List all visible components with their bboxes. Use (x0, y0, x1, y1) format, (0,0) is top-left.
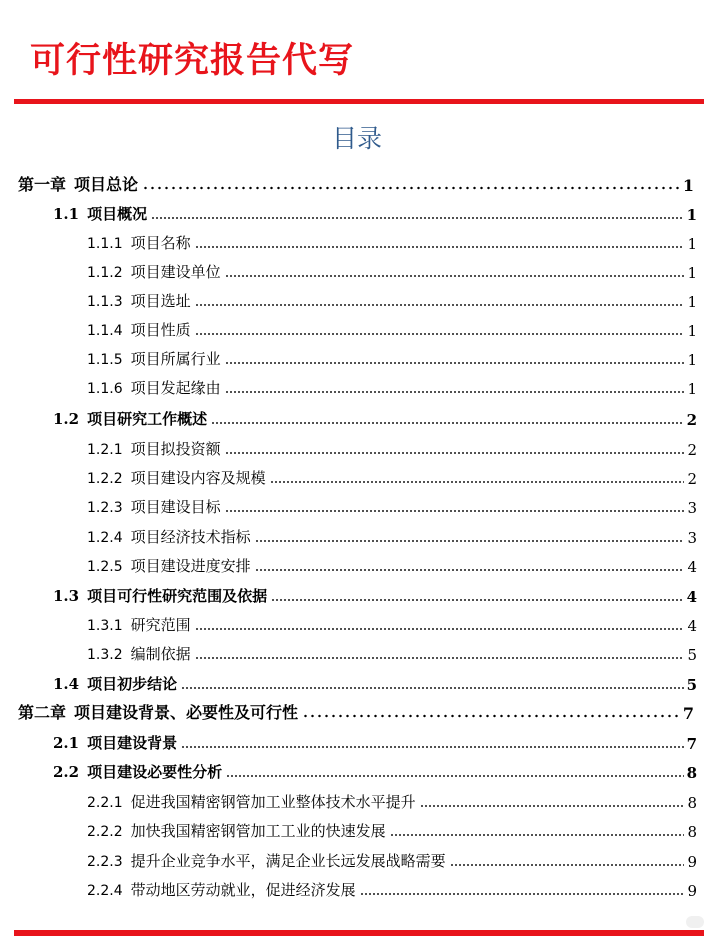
toc-entry-page: 4 (687, 617, 697, 635)
dot-leader (225, 361, 685, 365)
toc-entry-number: 2.2.4 (87, 883, 123, 899)
toc-entry-1-2[interactable] (53, 409, 697, 429)
toc-entry-title: 项目建设背景、必要性及可行性 (74, 703, 299, 722)
toc-entry-number: 2.1 (53, 734, 80, 752)
toc-entry-title: 项目初步结论 (87, 675, 178, 693)
toc-entry-title: 项目性质 (130, 321, 191, 339)
dot-leader (360, 892, 685, 896)
dot-leader (225, 509, 685, 513)
toc-entry-1-1-4[interactable] (87, 320, 697, 340)
toc-entry-1-1-3[interactable] (87, 291, 697, 311)
toc-entry-page: 1 (687, 380, 697, 398)
toc-entry-title: 项目建设单位 (130, 263, 221, 281)
toc-heading: 目录 (331, 124, 382, 153)
toc-entry-title: 加快我国精密钢管加工工业的快速发展 (130, 822, 386, 840)
dot-leader (181, 686, 683, 690)
header-divider (14, 99, 704, 104)
toc-entry-title: 项目建设目标 (130, 498, 221, 516)
toc-entry-1-3-2[interactable] (87, 644, 697, 664)
dot-leader (142, 185, 680, 191)
toc-entry-2-2-1[interactable] (87, 792, 697, 812)
toc-entry-number: 1.3 (53, 587, 80, 605)
toc-entry-title: 促进我国精密钢管加工业整体技术水平提升 (130, 793, 416, 811)
dot-leader (211, 421, 683, 425)
toc-entry-number: 1.2 (53, 410, 80, 428)
toc-entry-title: 项目建设必要性分析 (87, 763, 223, 781)
toc-entry-number: 1.3.2 (87, 647, 123, 663)
toc-entry-page: 3 (687, 499, 697, 517)
toc-entry-page: 4 (686, 588, 697, 606)
toc-entry-page: 7 (682, 704, 694, 723)
toc-entry-page: 8 (687, 794, 697, 812)
toc-entry-number: 1.1.6 (87, 381, 123, 397)
dot-leader (151, 216, 683, 220)
toc-entry-number: 1.2.2 (87, 471, 123, 487)
toc-entry-title: 项目选址 (130, 292, 191, 310)
toc-entry-number: 2.2.2 (87, 824, 123, 840)
toc-entry-number: 2.2.3 (87, 854, 123, 870)
toc-entry-page: 1 (687, 322, 697, 340)
toc-entry-page: 1 (682, 176, 694, 195)
toc-entry-page: 4 (687, 558, 697, 576)
toc-entry-1-2-2[interactable] (87, 468, 697, 488)
dot-leader (255, 568, 685, 572)
toc-entry-2-2-2[interactable] (87, 821, 697, 841)
dot-leader (225, 451, 685, 455)
toc-entry-title: 项目拟投资额 (130, 440, 221, 458)
toc-entry-page: 1 (687, 293, 697, 311)
toc-entry-chapter-2[interactable] (18, 703, 694, 723)
toc-entry-number: 1.2.4 (87, 530, 123, 546)
toc-entry-number: 1.4 (53, 675, 80, 693)
toc-entry-1-1-2[interactable] (87, 262, 697, 282)
toc-entry-number: 1.2.1 (87, 442, 123, 458)
toc-entry-title: 带动地区劳动就业，促进经济发展 (130, 881, 356, 899)
toc-entry-title: 项目建设进度安排 (130, 557, 251, 575)
toc-entry-number: 第一章 (18, 175, 67, 194)
toc-entry-number: 1.1 (53, 205, 80, 223)
toc-entry-title: 项目经济技术指标 (130, 528, 251, 546)
toc-entry-1-1-6[interactable] (87, 378, 697, 398)
toc-entry-page: 1 (687, 264, 697, 282)
toc-entry-title: 项目研究工作概述 (87, 410, 208, 428)
watermark-logo (686, 916, 704, 928)
dot-leader (181, 745, 683, 749)
toc-entry-number: 1.1.2 (87, 265, 123, 281)
toc-entry-page: 1 (687, 235, 697, 253)
dot-leader (195, 332, 685, 336)
dot-leader (302, 713, 680, 719)
dot-leader (270, 480, 685, 484)
toc-entry-title: 项目可行性研究范围及依据 (87, 587, 268, 605)
toc-entry-number: 1.1.3 (87, 294, 123, 310)
toc-entry-number: 第二章 (18, 703, 67, 722)
toc-entry-chapter-1[interactable] (18, 175, 694, 195)
dot-leader (225, 390, 685, 394)
toc-entry-1-2-4[interactable] (87, 527, 697, 547)
toc-entry-page: 7 (686, 735, 697, 753)
toc-entry-title: 项目总论 (74, 175, 139, 194)
toc-entry-title: 项目概况 (87, 205, 148, 223)
toc-entry-page: 2 (687, 470, 697, 488)
dot-leader (195, 656, 685, 660)
toc-entry-number: 1.2.5 (87, 559, 123, 575)
toc-entry-number: 2.2.1 (87, 795, 123, 811)
toc-entry-2-2-4[interactable] (87, 880, 697, 900)
toc-entry-title: 项目发起缘由 (130, 379, 221, 397)
toc-entry-2-1[interactable] (53, 733, 697, 753)
toc-entry-page: 8 (686, 764, 697, 782)
footer-divider (14, 930, 704, 936)
toc-entry-title: 项目所属行业 (130, 350, 221, 368)
toc-entry-page: 5 (686, 676, 697, 694)
toc-entry-page: 5 (687, 646, 697, 664)
toc-entry-title: 项目建设内容及规模 (130, 469, 266, 487)
toc-entry-1-4[interactable] (53, 674, 697, 694)
toc-entry-title: 编制依据 (130, 645, 191, 663)
toc-entry-1-3[interactable] (53, 586, 697, 606)
toc-entry-number: 1.2.3 (87, 500, 123, 516)
toc-entry-number: 2.2 (53, 763, 80, 781)
toc-entry-page: 8 (687, 823, 697, 841)
toc-entry-title: 研究范围 (130, 616, 191, 634)
dot-leader (226, 774, 683, 778)
toc-entry-1-2-1[interactable] (87, 439, 697, 459)
toc-entry-title: 提升企业竞争水平，满足企业长远发展战略需要 (130, 852, 446, 870)
toc-entry-page: 9 (687, 882, 697, 900)
toc-entry-1-3-1[interactable] (87, 615, 697, 635)
dot-leader (420, 804, 685, 808)
toc-entry-number: 1.1.5 (87, 352, 123, 368)
toc-entry-page: 1 (686, 206, 697, 224)
document-header-title: 可行性研究报告代写 (30, 41, 355, 81)
toc-entry-page: 9 (687, 853, 697, 871)
toc-entry-number: 1.1.4 (87, 323, 123, 339)
dot-leader (225, 274, 685, 278)
dot-leader (450, 863, 685, 867)
toc-entry-number: 1.1.1 (87, 236, 123, 252)
dot-leader (271, 598, 683, 602)
toc-entry-page: 2 (686, 411, 697, 429)
dot-leader (390, 833, 685, 837)
toc-entry-page: 1 (687, 351, 697, 369)
toc-entry-page: 3 (687, 529, 697, 547)
toc-entry-2-2[interactable] (53, 762, 697, 782)
toc-entry-1-1-1[interactable] (87, 233, 697, 253)
toc-entry-page: 2 (687, 441, 697, 459)
toc-entry-title: 项目建设背景 (87, 734, 178, 752)
toc-entry-2-2-3[interactable] (87, 851, 697, 871)
dot-leader (195, 303, 685, 307)
toc-entry-title: 项目名称 (130, 234, 191, 252)
dot-leader (195, 627, 685, 631)
toc-entry-number: 1.3.1 (87, 618, 123, 634)
dot-leader (255, 539, 685, 543)
toc-entry-1-2-3[interactable] (87, 497, 697, 517)
toc-entry-1-1-5[interactable] (87, 349, 697, 369)
dot-leader (195, 245, 685, 249)
toc-entry-1-2-5[interactable] (87, 556, 697, 576)
toc-entry-1-1[interactable] (53, 204, 697, 224)
